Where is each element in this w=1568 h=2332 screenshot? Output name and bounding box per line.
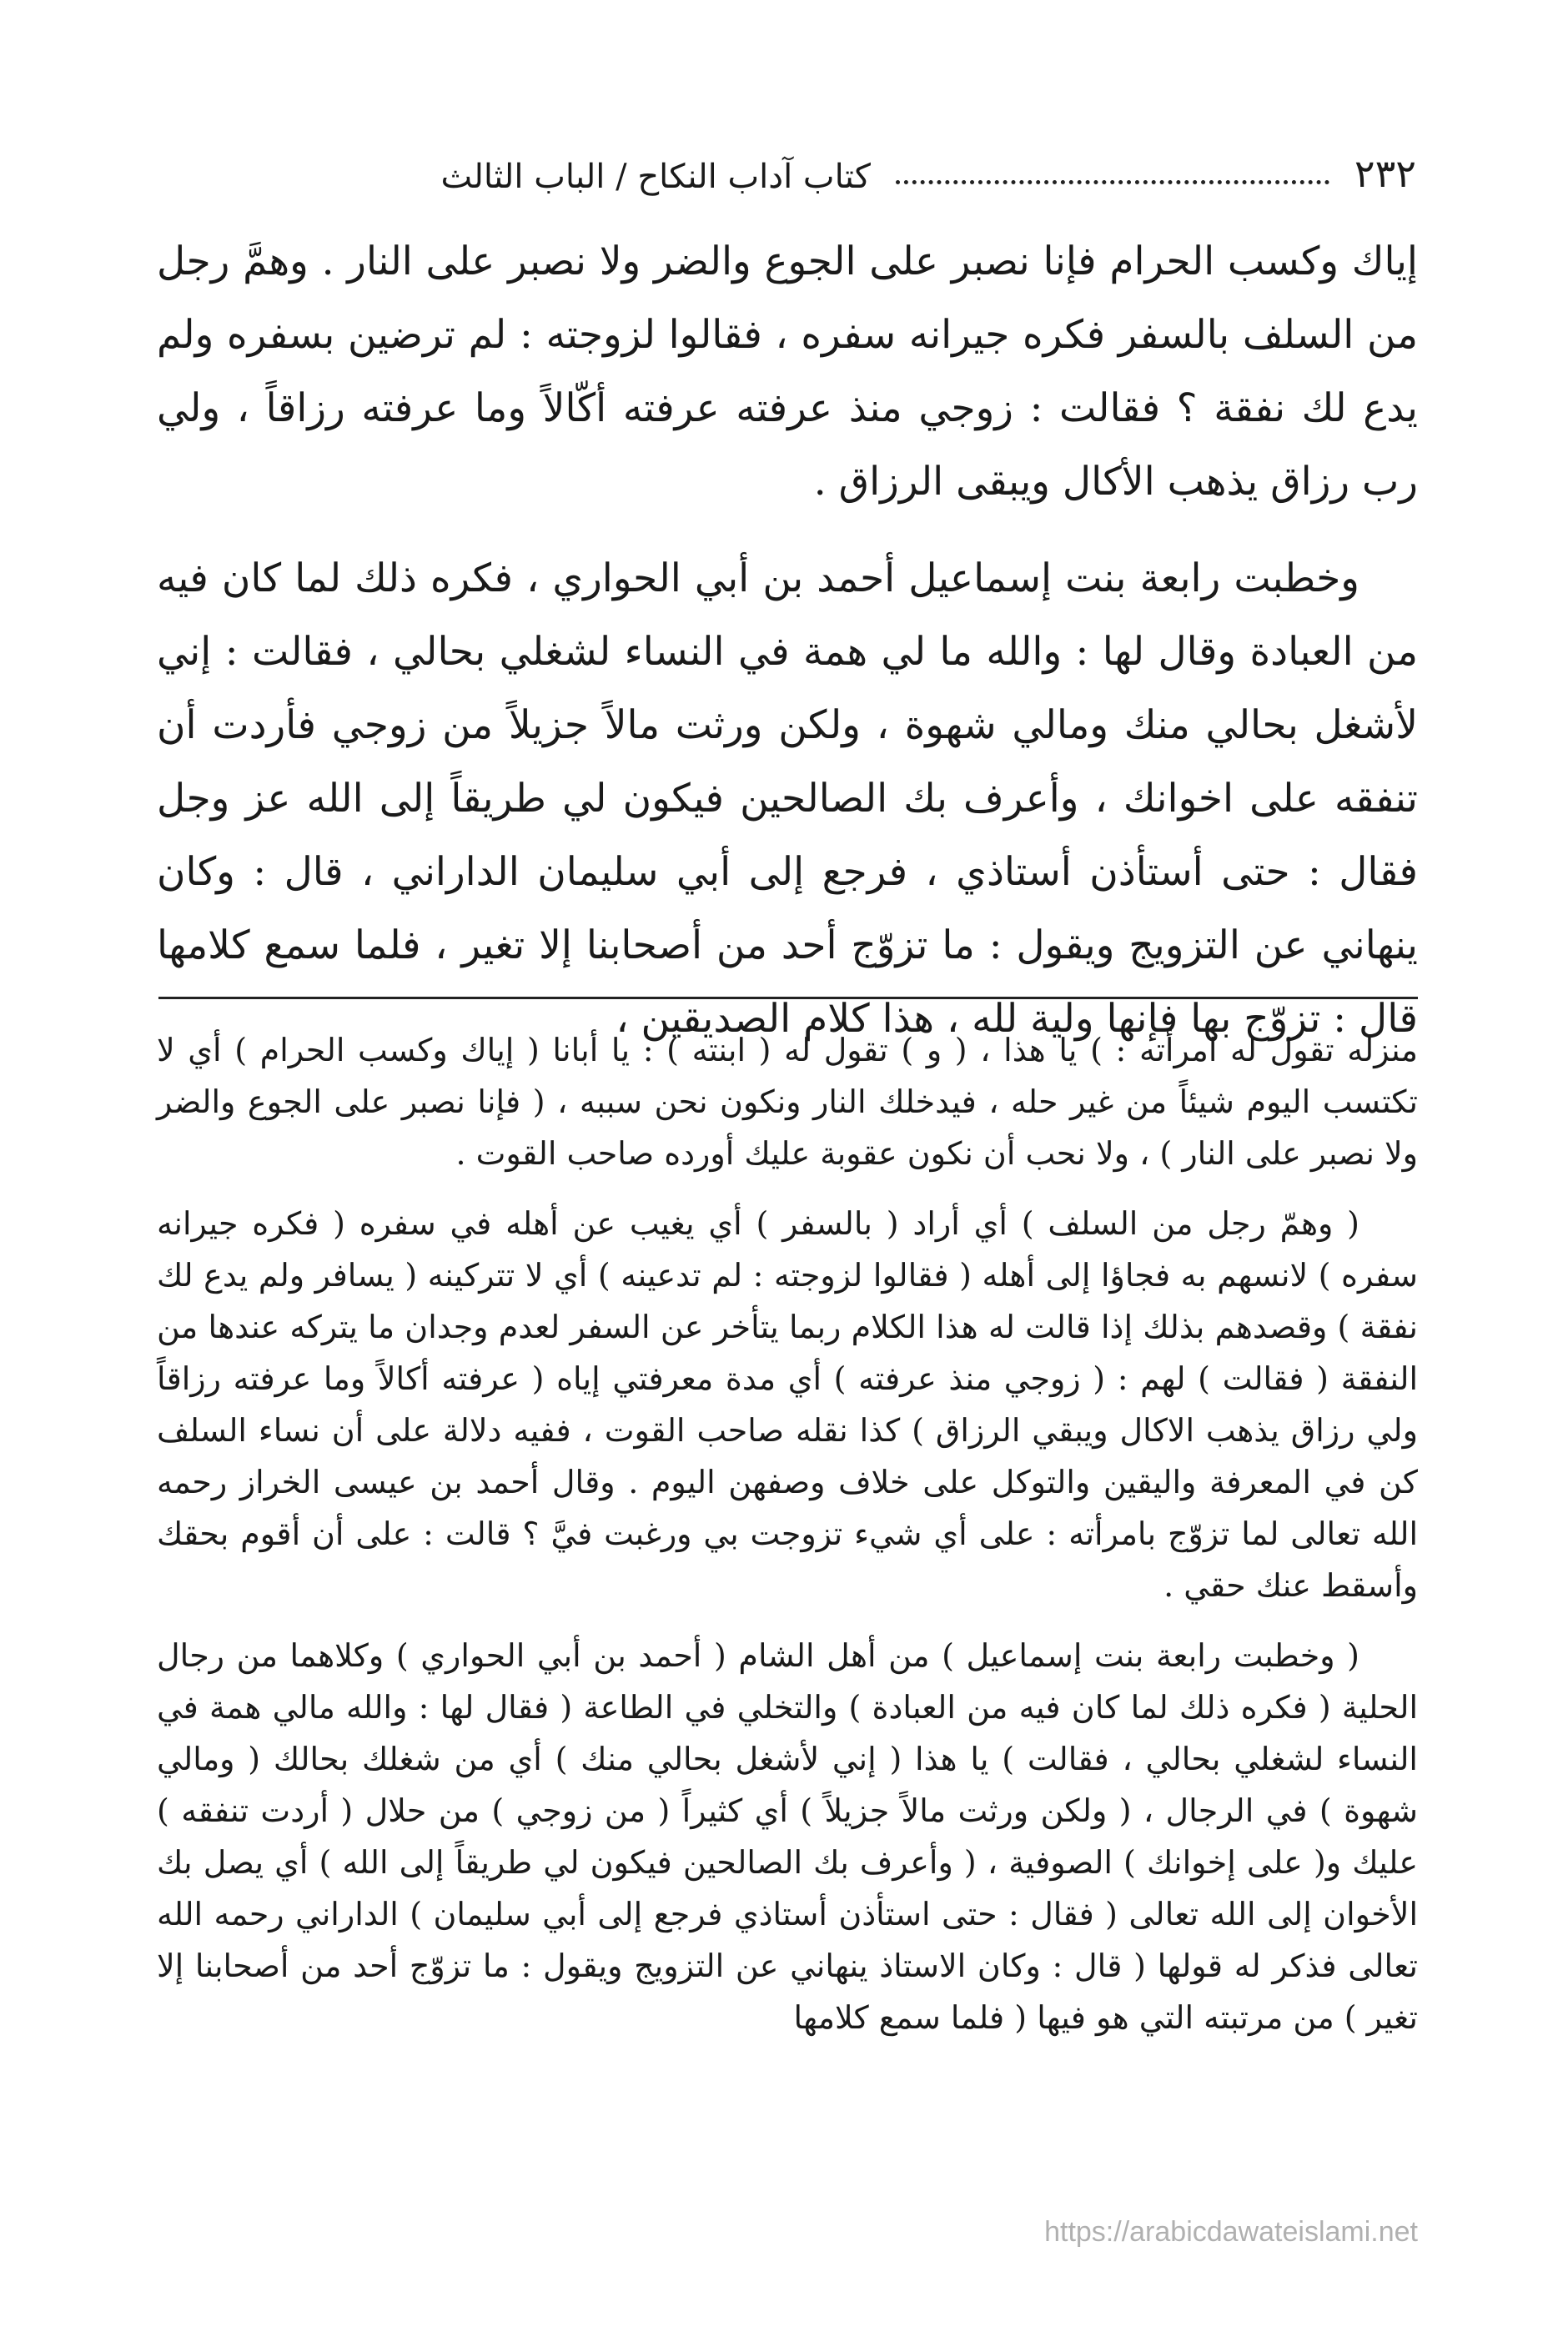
watermark-url: https://arabicdawateislami.net <box>1044 2216 1418 2248</box>
main-paragraph: إياك وكسب الحرام فإنا نصبر على الجوع والضر ولا نصبر على النار . وهمَّ رجل من السلف بالسفر فكره جيرانه سفره ، فقالوا لزوجته : لم ترضين بسفره ولم يدع لك نفقة ؟ فقالت : زوجي منذ عرفته عرفته أكّالاً وما عرفته رزاقاً ، ولي رب رزاق يذهب الأكال ويبقى الرزاق . <box>157 239 1418 505</box>
page-number: ٢٣٢ <box>1354 151 1416 196</box>
running-header <box>158 138 1416 196</box>
commentary-text <box>157 1024 1418 2062</box>
main-text <box>157 225 1418 1079</box>
header-leader-dots <box>896 180 1329 184</box>
main-paragraph: وخطبت رابعة بنت إسماعيل أحمد بن أبي الحواري ، فكره ذلك لما كان فيه من العبادة وقال لها : والله ما لي همة في النساء لشغلي بحالي ، فقالت : إني لأشغل بحالي منك ومالي شهوة ، ولكن ورثت مالاً جزيلاً من زوجي فأردت أن تنفقه على اخوانك ، وأعرف بك الصالحين فيكون لي طريقاً إلى الله عز وجل فقال : حتى أستأذن أستاذي ، فرجع إلى أبي سليمان الداراني ، قال : وكان ينهاني عن التزويج ويقول : ما تزوّج أحد من أصحابنا إلا تغير ، فلما سمع كلامها قال : تزوّج بها فإنها ولية لله ، هذا كلام الصديقين ، <box>157 555 1418 1042</box>
text-divider <box>158 997 1418 999</box>
commentary-paragraph: منزله تقول له امرأته : ) يا هذا ، ( و ) تقول له ( ابنته ) : يا أبانا ( إياك وكسب الحرام ) أي لا تكتسب اليوم شيئاً من غير حله ، فيدخلك النار ونكون نحن سببه ، ( فإنا نصبر على الجوع والضر ولا نصبر على النار ) ، ولا نحب أن نكون عقوبة عليك أورده صاحب القوت . <box>157 1032 1418 1172</box>
commentary-paragraph: ( وخطبت رابعة بنت إسماعيل ) من أهل الشام ( أحمد بن أبي الحواري ) وكلاهما من رجال الحلية ( فكره ذلك لما كان فيه من العبادة ) والتخلي في الطاعة ( فقال لها : والله مالي همة في النساء لشغلي بحالي ، فقالت ) يا هذا ( إني لأشغل بحالي منك ) أي من شغلك بحالك ( ومالي شهوة ) في الرجال ، ( ولكن ورثت مالاً جزيلاً ) أي كثيراً ( من زوجي ) من حلال ( أردت تنفقه ) عليك و( على إخوانك ) الصوفية ، ( وأعرف بك الصالحين فيكون لي طريقاً إلى الله ) أي يصل بك الأخوان إلى الله تعالى ( فقال : حتى استأذن أستاذي فرجع إلى أبي سليمان ) الداراني رحمه الله تعالى فذكر له قولها ( قال : وكان الاستاذ ينهاني عن التزويج ويقول : ما تزوّج أحد من أصحابنا إلا تغير ) من مرتبته التي هو فيها ( فلما سمع كلامها <box>157 1637 1418 2036</box>
chapter-title: كتاب آداب النكاح / الباب الثالث <box>440 158 871 196</box>
commentary-paragraph: ( وهمّ رجل من السلف ) أي أراد ( بالسفر ) أي يغيب عن أهله في سفره ( فكره جيرانه سفره ) لانسهم به فجاؤا إلى أهله ( فقالوا لزوجته : لم تدعينه ) أي لا تتركينه ( يسافر ولم يدع لك نفقة ) وقصدهم بذلك إذا قالت له هذا الكلام ربما يتأخر عن السفر لعدم وجدان ما يتركه عندها من النفقة ( فقالت ) لهم : ( زوجي منذ عرفته ) أي مدة معرفتي إياه ( عرفته أكالاً وما عرفته رزاقاً ولي رزاق يذهب الاكال ويبقي الرزاق ) كذا نقله صاحب القوت ، ففيه دلالة على أن نساء السلف كن في المعرفة واليقين والتوكل على خلاف وصفهن اليوم . وقال أحمد بن عيسى الخراز رحمه الله تعالى لما تزوّج بامرأته : على أي شيء تزوجت بي ورغبت فيَّ ؟ قالت : على أن أقوم بحقك وأسقط عنك حقي . <box>157 1205 1418 1604</box>
